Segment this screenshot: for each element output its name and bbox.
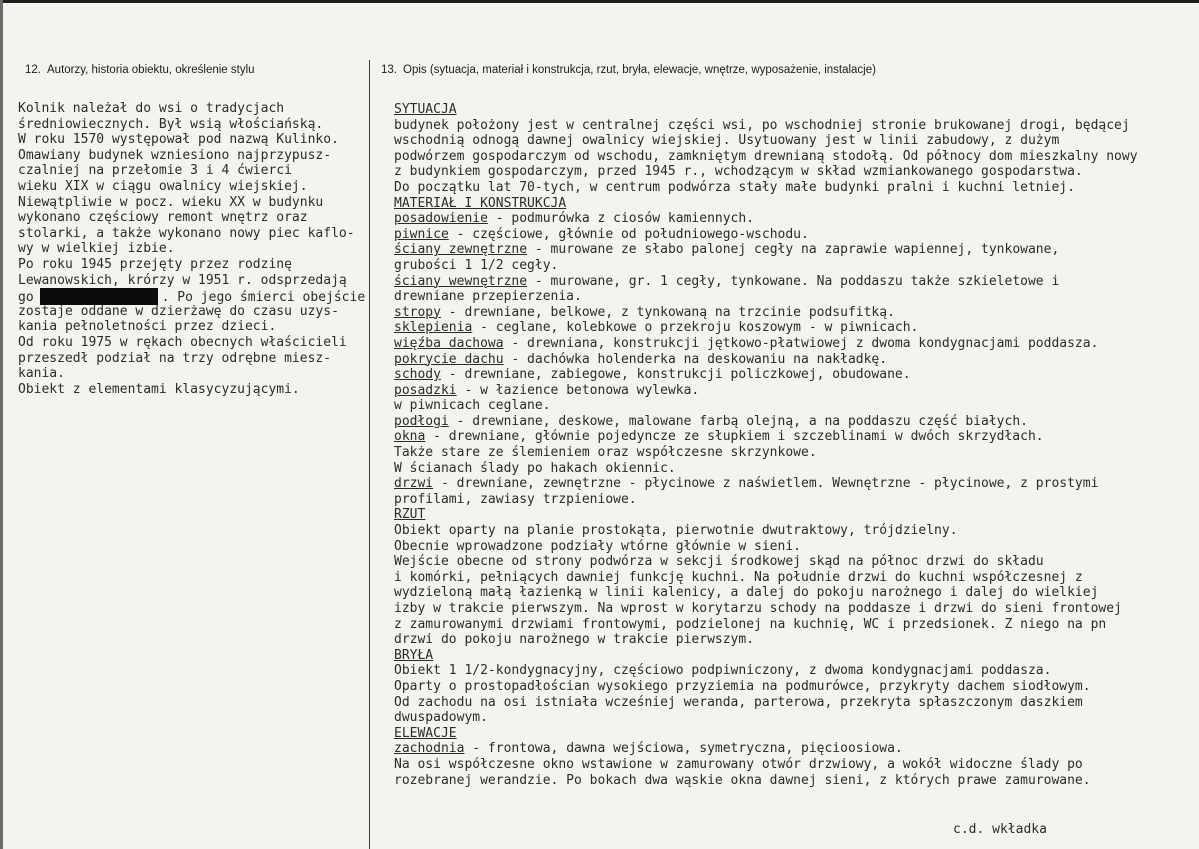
history-column [18, 101, 368, 397]
term-label: więźba dachowa [394, 335, 504, 351]
term-text: - w łazience betonowa wylewka. [456, 382, 700, 398]
text-line [394, 695, 1194, 711]
section-heading [394, 196, 1194, 212]
term-text: - podmurówka z ciosów kamiennych. [487, 211, 755, 227]
term-label: SYTUACJA [394, 102, 457, 117]
text-line [394, 211, 1194, 227]
term-text: Wejście obecne od strony podwórza w sekcji środkowej skąd na północ drzwi do składu [394, 554, 1044, 570]
term-text: - drewniane, zewnętrzne - płycinowe z naświetlem. Wewnętrzne - płycinowe, z prostymi [433, 476, 1099, 492]
term-text: Oparty o prostopadłościan wysokiego przyziemia na podmurówce, przykryty dachem siodłowym. [394, 678, 1091, 694]
column-divider [369, 60, 370, 849]
term-text: Od zachodu na osi istniała wcześniej weranda, parterowa, przekryta spłaszczonym daszkiem [394, 694, 1083, 710]
term-label: MATERIAŁ I KONSTRUKCJA [394, 195, 567, 211]
section-heading [394, 102, 1194, 118]
section-13-header [381, 64, 876, 76]
term-label: pokrycie dachu [394, 351, 504, 367]
text-line: średniowiecznych. Był wsią włościańską. [18, 116, 324, 132]
term-text: wschodnią odnogą dawnej owalnicy wiejskiej. Usytuowany jest w linii zabudowy, z dużym [394, 133, 1060, 149]
text-line [394, 773, 1194, 789]
term-text: Obiekt 1 1/2-kondygnacyjny, częściowo podpiwniczony, z dwoma kondygnacjami poddasza. [394, 663, 1052, 679]
text-line [394, 133, 1194, 149]
text-line [394, 352, 1194, 368]
description-column [394, 102, 1194, 788]
text-line: czalniej na przełomie 3 i 4 ćwierci [18, 163, 292, 179]
term-text: Na osi współczesne okno wstawione w zamurowany otwór drzwiowy, a wokół widoczne ślady po [394, 756, 1083, 772]
section-title: Autorzy, historia obiektu, określenie stylu [47, 64, 255, 76]
redaction-bar [40, 288, 158, 305]
text-line [394, 663, 1194, 679]
term-text: z budynkiem gospodarczym, przed 1945 r., wchodzącym w skład wzmiankowanego gospodarstwa. [394, 164, 1083, 180]
text-line: go . Po jego śmierci obejście [18, 290, 366, 306]
text-line: Po roku 1945 przejęty przez rodzinę [18, 256, 292, 272]
term-text: drzwi do pokoju narożnego w trakcie pierwszym. [394, 632, 755, 648]
text-line [394, 118, 1194, 134]
text-line [394, 383, 1194, 399]
text-line: W roku 1570 występował pod nazwą Kulinko. [18, 132, 339, 148]
term-text: - częściowe, głównie od południowego-wschodu. [448, 226, 809, 242]
term-text: drewniane przepierzenia. [394, 289, 582, 305]
section-heading [394, 507, 1194, 523]
term-text: - drewniane, belkowe, z tynkowaną na trzcinie podsufitką. [440, 304, 895, 320]
text-line [394, 523, 1194, 539]
text-line: kania. [18, 366, 65, 382]
term-text: budynek położony jest w centralnej części wsi, po wschodniej stronie brukowanej drogi, będącej [394, 117, 1130, 133]
text-line [394, 258, 1194, 274]
text-line: Omawiany budynek wzniesiono najprzypusz- [18, 147, 332, 163]
text-line: wykonano częściowy remont wnętrz oraz [18, 210, 308, 226]
term-label: okna [394, 429, 426, 445]
text-line [394, 570, 1194, 586]
text-line [394, 710, 1194, 726]
term-text: podwórzem gospodarczym od wschodu, zamkniętym drewnianą stodołą. Od północy dom mieszkalny nowy [394, 148, 1138, 164]
section-number: 13. [381, 64, 397, 76]
text-line: przeszedł podział na trzy odrębne miesz- [18, 350, 332, 366]
text-line: wy w wielkiej izbie. [18, 241, 175, 257]
text-line [394, 757, 1194, 773]
term-text: Obecnie wprowadzone podziały wtórne głównie w sieni. [394, 538, 801, 554]
text-line: Obiekt z elementami klasycyzującymi. [18, 381, 300, 397]
text-line [394, 539, 1194, 555]
section-12-header [25, 64, 255, 76]
text-line: Kolnik należał do wsi o tradycjach [18, 101, 285, 116]
section-number: 12. [25, 64, 41, 76]
term-text: - dachówka holenderka na deskowaniu na nakładkę. [503, 351, 888, 367]
term-label: piwnice [394, 226, 449, 242]
term-label: ściany zewnętrzne [394, 242, 528, 258]
text-line [394, 585, 1194, 601]
text-line [394, 320, 1194, 336]
term-text: - murowane, gr. 1 cegły, tynkowane. Na poddaszu także szkieletowe i [527, 273, 1060, 289]
term-text: rozebranej werandzie. Po bokach dwa wąskie okna dawnej sieni, z których prawe zamurowane. [394, 772, 1091, 788]
text-line [394, 492, 1194, 508]
term-label: sklepienia [394, 320, 473, 336]
text-line [394, 227, 1194, 243]
term-text: i komórki, pełniących dawniej funkcję kuchni. Na południe drzwi do kuchni współczesnej z [394, 569, 1083, 585]
text-line [394, 429, 1194, 445]
text-line [394, 632, 1194, 648]
term-text: w piwnicach ceglane. [394, 398, 551, 414]
term-label: schody [394, 367, 441, 383]
term-text: W ścianach ślady po hakach okiennic. [394, 460, 676, 476]
text-line [394, 414, 1194, 430]
text-line [394, 274, 1194, 290]
term-label: posadowienie [394, 211, 488, 227]
term-label: ściany wewnętrzne [394, 273, 528, 289]
text-line: stolarki, a także wykonano nowy piec kaflo- [18, 225, 355, 241]
text-line: wieku XIX w ciągu owalnicy wiejskiej. [18, 178, 308, 194]
text-line [394, 741, 1194, 757]
term-label: drzwi [394, 476, 434, 492]
term-text: - drewniane, głównie pojedyncze ze słupkiem i szczeblinami w dwóch skrzydłach. [425, 429, 1044, 445]
left-edge [0, 0, 3, 849]
section-heading [394, 726, 1194, 742]
term-text: wydzieloną małą łazienką w linii kalenicy, a dalej do pokoju narożnego i dalej do wielkiej [394, 585, 1099, 601]
section-heading [394, 648, 1194, 664]
text-line [394, 180, 1194, 196]
term-text: Do początku lat 70-tych, w centrum podwórza stały małe budynki pralni i kuchni letniej. [394, 179, 1075, 195]
text-line [394, 601, 1194, 617]
term-label: stropy [394, 304, 441, 320]
text-line: kania pełnoletności przez dzieci. [18, 319, 277, 335]
text-line: Niewątpliwie w pocz. wieku XX w budynku [18, 194, 324, 210]
term-text: - drewniane, deskowe, malowane farbą olejną, a na poddaszu część białych. [448, 413, 1028, 429]
text-line [394, 149, 1194, 165]
term-text: - ceglane, kolebkowe o przekroju koszowym - w piwnicach. [472, 320, 919, 336]
text-line [394, 461, 1194, 477]
term-text: - murowane ze słabo palonej cegły na zaprawie wapiennej, tynkowane, [527, 242, 1060, 258]
text-line: Lewanowskich, krórzy w 1951 r. odsprzedają [18, 272, 347, 288]
term-label: posadzki [394, 382, 457, 398]
continuation-note: c.d. wkładka [953, 822, 1047, 837]
term-label: RZUT [394, 507, 426, 523]
term-label: ELEWACJE [394, 725, 457, 741]
term-label: BRYŁA [394, 647, 434, 663]
term-text: - drewniana, konstrukcji jętkowo-płatwiowej z dwoma kondygnacjami poddasza. [503, 335, 1099, 351]
text-line [394, 554, 1194, 570]
text-line [394, 367, 1194, 383]
text-line: zostaje oddane w dzierżawę do czasu uzys- [18, 303, 339, 319]
text-line [394, 398, 1194, 414]
term-text: z zamurowanymi drzwiami frontowymi, podzielonej na kuchnię, WC i przedsionek. Z niego na pn [394, 616, 1107, 632]
text-line: Od roku 1975 w rękach obecnych właścicieli [18, 334, 347, 350]
text-line [394, 164, 1194, 180]
text-line [394, 679, 1194, 695]
term-text: Obiekt oparty na planie prostokąta, pierwotnie dwutraktowy, trójdzielny. [394, 523, 958, 539]
section-title: Opis (sytuacja, materiał i konstrukcja, rzut, bryła, elewacje, wnętrze, wyposażenie, instalacje) [403, 64, 876, 76]
text-line [394, 476, 1194, 492]
text-line [394, 305, 1194, 321]
text-line [394, 445, 1194, 461]
term-text: Także stare ze ślemieniem oraz współczesne skrzynkowe. [394, 445, 817, 461]
term-text: dwuspadowym. [394, 710, 488, 726]
term-text: grubości 1 1/2 cegły. [394, 257, 559, 273]
text-line [394, 617, 1194, 633]
term-text: - frontowa, dawna wejściowa, symetryczna, pięcioosiowa. [464, 741, 903, 757]
term-label: podłogi [394, 413, 449, 429]
term-text: izby w trakcie pierwszym. Na wprost w korytarzu schody na poddasze i drzwi do sieni frontowej [394, 601, 1122, 616]
term-label: zachodnia [394, 741, 465, 757]
top-edge [0, 0, 1199, 3]
text-line [394, 336, 1194, 352]
term-text: - drewniane, zabiegowe, konstrukcji policzkowej, obudowane. [440, 367, 911, 383]
text-line [394, 242, 1194, 258]
term-text: profilami, zawiasy trzpieniowe. [394, 491, 637, 507]
text-line [394, 289, 1194, 305]
